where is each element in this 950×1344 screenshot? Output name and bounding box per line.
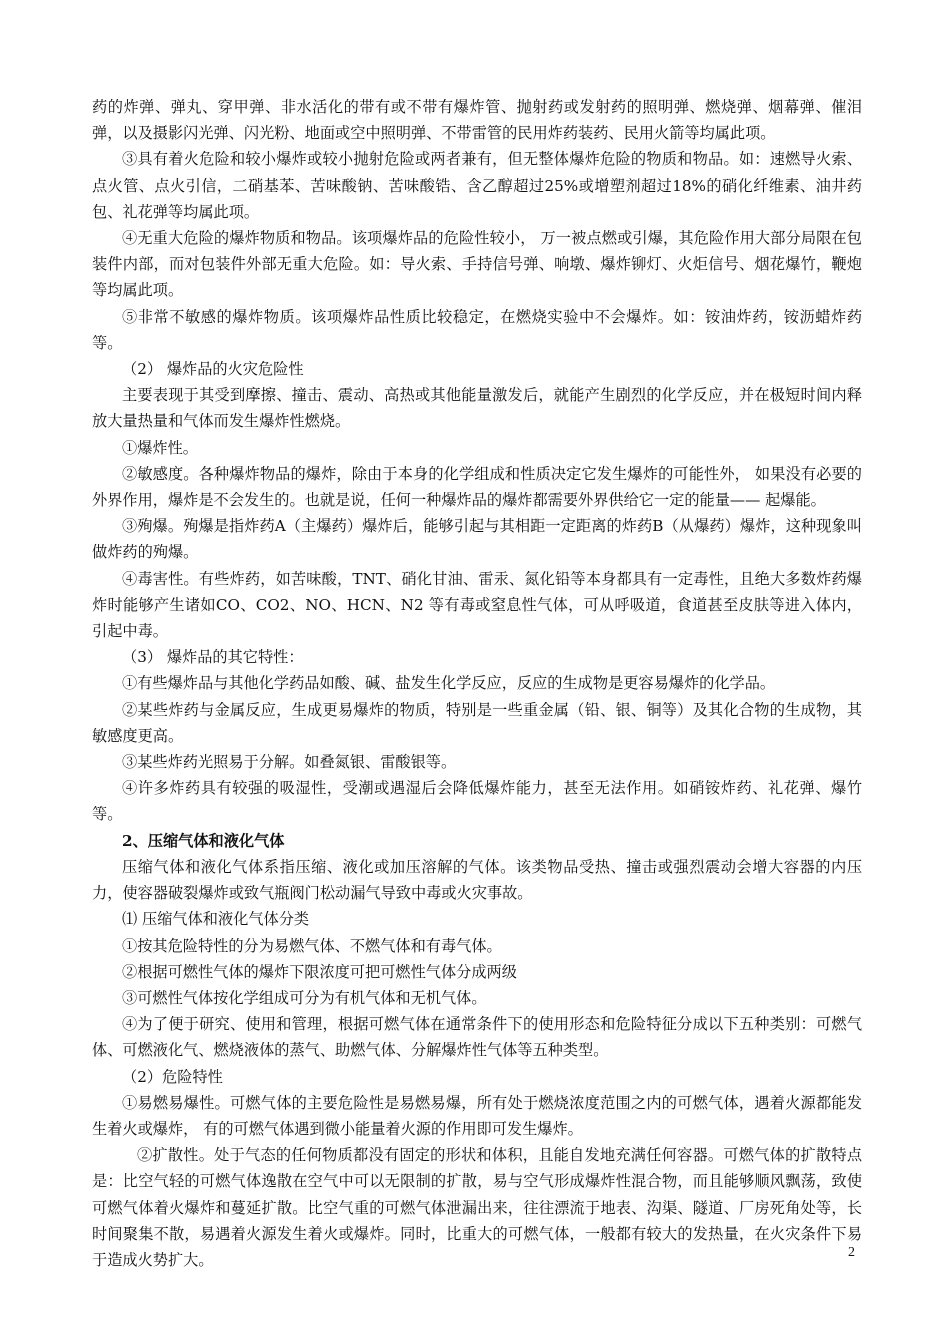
- paragraph-other-4: ④许多炸药具有较强的吸湿性，受潮或遇湿后会降低爆炸能力，甚至无法作用。如硝铵炸药、礼花弹、爆竹等。: [92, 779, 862, 824]
- paragraph-diffusivity: ②扩散性。处于气态的任何物质都没有固定的形状和体积，且能自发地充满任何容器。可燃气体的扩散特点是：比空气轻的可燃气体逸散在空气中可以无限制的扩散，易与空气形成爆炸性混合物，而且能够顺风飘荡，致使可燃气体着火爆炸和蔓延扩散。比空气重的可燃气体泄漏出来，往往漂流于地表、沟渠、隧道、厂房死角处等，长时间聚集不散，易遇着火源发生着火或爆炸。同时，比重大的可燃气体，一般都有较大的发热量，在火灾条件下易于造成火势扩大。: [92, 1146, 862, 1269]
- section-heading-compressed-gases: 2、压缩气体和液化气体: [122, 831, 285, 850]
- subheading-fire-hazard: （2） 爆炸品的火灾危险性: [122, 360, 304, 379]
- paragraph-item-3: ③具有着火危险和较小爆炸或较小抛射危险或两者兼有，但无整体爆炸危险的物质和物品。如：速燃导火索、点火管、点火引信，二硝基苯、苦味酸钠、苦味酸锆、含乙醇超过25%或增塑剂超过18%的硝化纤维素、油井药包、礼花弹等均属此项。: [92, 150, 862, 221]
- paragraph-classification-2: ②根据可燃性气体的爆炸下限浓度可把可燃性气体分成两级: [122, 962, 517, 981]
- paragraph-classification-3: ③可燃性气体按化学组成可分为有机气体和无机气体。: [122, 988, 487, 1007]
- document-body: [92, 94, 862, 1273]
- paragraph-other-3: ③某些炸药光照易于分解。如叠氮银、雷酸银等。: [122, 753, 457, 772]
- paragraph-fire-hazard-intro: 主要表现于其受到摩擦、撞击、震动、高热或其他能量激发后，就能产生剧烈的化学反应，并在极短时间内释放大量热量和气体而发生爆炸性燃烧。: [92, 386, 862, 431]
- paragraph-item-5: ⑤非常不敏感的爆炸物质。该项爆炸品性质比较稳定，在燃烧实验中不会爆炸。如：铵油炸药，铵沥蜡炸药等。: [92, 307, 862, 352]
- paragraph-other-2: ②某些炸药与金属反应，生成更易爆炸的物质，特别是一些重金属（铅、银、铜等）及其化合物的生成物，其敏感度更高。: [92, 700, 862, 745]
- paragraph-classification-4: ④为了便于研究、使用和管理，根据可燃气体在通常条件下的使用形态和危险特征分成以下五种类别：可燃气体、可燃液化气、燃烧液体的蒸气、助燃气体、分解爆炸性气体等五种类型。: [92, 1015, 862, 1060]
- paragraph-sympathetic-detonation: ③殉爆。殉爆是指炸药A（主爆药）爆炸后，能够引起与其相距一定距离的炸药B（从爆药）爆炸，这种现象叫做炸药的殉爆。: [92, 517, 862, 562]
- subheading-gas-classification: ⑴ 压缩气体和液化气体分类: [122, 910, 310, 929]
- paragraph-explosiveness: ①爆炸性。: [122, 438, 198, 457]
- paragraph-toxicity: ④毒害性。有些炸药，如苦味酸，TNT、硝化甘油、雷汞、氮化铅等本身都具有一定毒性，且绝大多数炸药爆炸时能够产生诸如CO、CO2、NO、HCN、N2 等有毒或窒息性气体，可从呼吸道，食道甚至皮肤等进入体内，引起中毒。: [92, 569, 862, 641]
- paragraph-compressed-gases-intro: 压缩气体和液化气体系指压缩、液化或加压溶解的气体。该类物品受热、撞击或强烈震动会增大容器的内压力，使容器破裂爆炸或致气瓶阀门松动漏气导致中毒或火灾事故。: [92, 857, 862, 903]
- paragraph-flammability: ①易燃易爆性。可燃气体的主要危险性是易燃易爆，所有处于燃烧浓度范围之内的可燃气体，遇着火源都能发生着火或爆炸， 有的可燃气体遇到微小能量着火源的作用即可发生爆炸。: [92, 1093, 862, 1138]
- paragraph-classification-1: ①按其危险特性的分为易燃气体、不燃气体和有毒气体。: [122, 936, 502, 955]
- paragraph-other-1: ①有些爆炸品与其他化学药品如酸、碱、盐发生化学反应，反应的生成物是更容易爆炸的化学品。: [122, 674, 776, 693]
- page-number: 2: [848, 1245, 855, 1260]
- paragraph-item-4: ④无重大危险的爆炸物质和物品。该项爆炸品的危险性较小， 万一被点燃或引爆，其危险作用大部分局限在包装件内部，而对包装件外部无重大危险。如：导火索、手持信号弹、响墩、爆炸铆灯、火炬信号、烟花爆竹，鞭炮等均属此项。: [92, 229, 862, 300]
- paragraph-explosive-continued: 药的炸弹、弹丸、穿甲弹、非水活化的带有或不带有爆炸管、抛射药或发射药的照明弹、燃烧弹、烟幕弹、催泪弹，以及摄影闪光弹、闪光粉、地面或空中照明弹、不带雷管的民用炸药装药、民用火箭等均属此项。: [92, 98, 862, 143]
- subheading-hazard-properties: （2）危险特性: [122, 1067, 223, 1086]
- paragraph-sensitivity: ②敏感度。各种爆炸物品的爆炸，除由于本身的化学组成和性质决定它发生爆炸的可能性外， 如果没有必要的外界作用，爆炸是不会发生的。也就是说，任何一种爆炸品的爆炸都需要外界供给它一定的能量—— 起爆能。: [92, 464, 862, 510]
- subheading-other-properties: （3） 爆炸品的其它特性：: [122, 648, 304, 667]
